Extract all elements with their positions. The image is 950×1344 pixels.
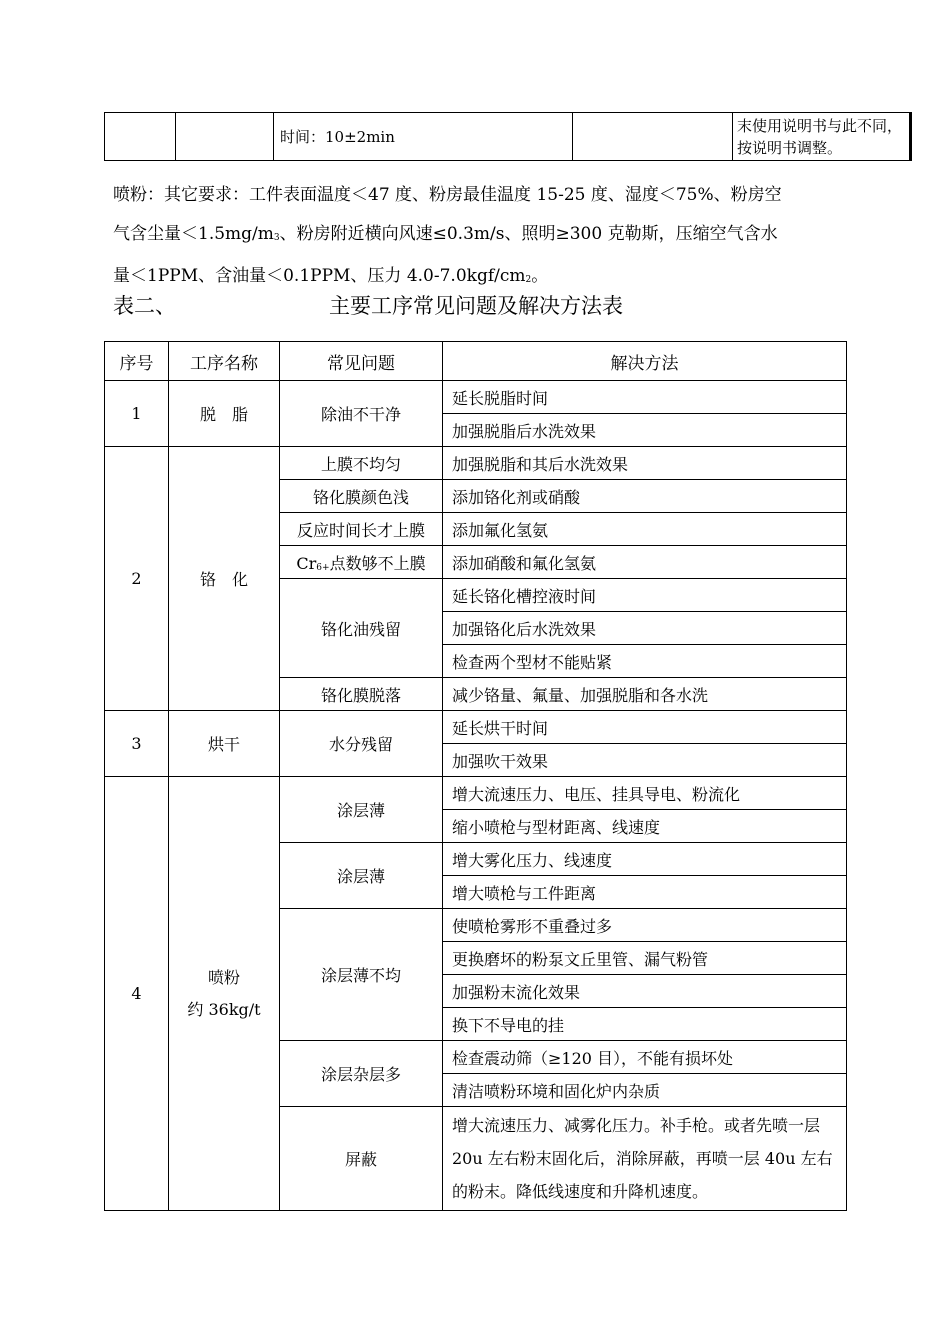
problem-cell: 铬化膜颜色浅 [280,480,443,513]
problem-cell: 屏蔽 [280,1107,443,1211]
row-number: 3 [105,711,169,777]
table-row [105,711,847,744]
paragraph-line: 喷粉：其它要求：工件表面温度＜47 度、粉房最佳温度 15-25 度、湿度＜75%、粉房空 [113,185,782,205]
problem-cell: 涂层薄不均 [280,909,443,1041]
problem-cell: 上膜不均匀 [280,447,443,480]
problem-cell: 铬化膜脱落 [280,678,443,711]
header-process: 工序名称 [169,342,280,381]
solution-cell: 延长脱脂时间 [443,381,847,414]
table-row [105,447,847,480]
solution-cell: 更换磨坏的粉泵文丘里管、漏气粉管 [443,942,847,975]
solution-cell: 检查两个型材不能贴紧 [443,645,847,678]
continuation-table [104,112,912,161]
solution-cell: 增大流速压力、电压、挂具导电、粉流化 [443,777,847,810]
row-number: 1 [105,381,169,447]
table-row [105,113,911,161]
solution-cell: 添加硝酸和氟化氢氨 [443,546,847,579]
solution-cell: 增大流速压力、减雾化压力。补手枪。或者先喷一层 20u 左右粉末固化后，消除屏蔽，再喷一层 40u 左右的粉末。降低线速度和升降机速度。 [443,1107,847,1211]
process-name: 铬 化 [169,447,280,711]
problem-cell: $Cr_{6+}$点数够不上膜 [280,546,443,579]
problems-solutions-table [104,341,847,1211]
solution-cell: 加强粉末流化效果 [443,975,847,1008]
solution-cell: 加强脱脂和其后水洗效果 [443,447,847,480]
empty-cell [573,113,733,161]
problem-cell: 除油不干净 [280,381,443,447]
header-problem: 常见问题 [280,342,443,381]
table-name: 主要工序常见问题及解决方法表 [329,294,623,318]
solution-cell: 检查震动筛（≥120 目），不能有损坏处 [443,1041,847,1074]
solution-cell: 添加氟化氢氨 [443,513,847,546]
table-row [105,777,847,810]
process-name: 烘干 [169,711,280,777]
process-name: 喷粉 约 36kg/t [169,777,280,1211]
solution-cell: 换下不导电的挂 [443,1008,847,1041]
table-label: 表二、 [113,294,176,318]
table-row [105,381,847,414]
solution-cell: 减少铬量、氟量、加强脱脂和各水洗 [443,678,847,711]
problem-cell: 铬化油残留 [280,579,443,678]
problem-cell: 反应时间长才上膜 [280,513,443,546]
problem-cell: 涂层杂层多 [280,1041,443,1107]
row-number: 4 [105,777,169,1211]
time-cell: 时间：10±2min [274,113,573,161]
empty-cell [105,113,176,161]
header-solution: 解决方法 [443,342,847,381]
solution-cell: 添加铬化剂或硝酸 [443,480,847,513]
paragraph-line: 气含尘量$<1.5mg/m_3$、粉房附近横向风速≤0.3m/s、照明≥300 克勒斯，压缩空气含水 [113,224,778,244]
problem-cell: 涂层薄 [280,777,443,843]
paragraph-line: 量＜1PPM、含油量＜0.1PPM、压力 $4.0-7.0kgf/cm_2$。 [113,266,549,286]
solution-cell: 加强铬化后水洗效果 [443,612,847,645]
solution-cell: 缩小喷枪与型材距离、线速度 [443,810,847,843]
solution-cell: 清洁喷粉环境和固化炉内杂质 [443,1074,847,1107]
table-title [113,290,623,320]
table-header-row [105,342,847,381]
spray-requirements-paragraph [113,176,853,299]
solution-cell: 加强脱脂后水洗效果 [443,414,847,447]
solution-cell: 使喷枪雾形不重叠过多 [443,909,847,942]
header-no: 序号 [105,342,169,381]
process-name: 脱 脂 [169,381,280,447]
solution-cell: 加强吹干效果 [443,744,847,777]
solution-cell: 增大雾化压力、线速度 [443,843,847,876]
row-number: 2 [105,447,169,711]
solution-cell: 延长铬化槽控液时间 [443,579,847,612]
solution-cell: 增大喷枪与工件距离 [443,876,847,909]
note-cell: 末使用说明书与此不同，按说明书调整。 [733,113,911,161]
problem-cell: 涂层薄 [280,843,443,909]
problem-cell: 水分残留 [280,711,443,777]
empty-cell [176,113,274,161]
solution-cell: 延长烘干时间 [443,711,847,744]
